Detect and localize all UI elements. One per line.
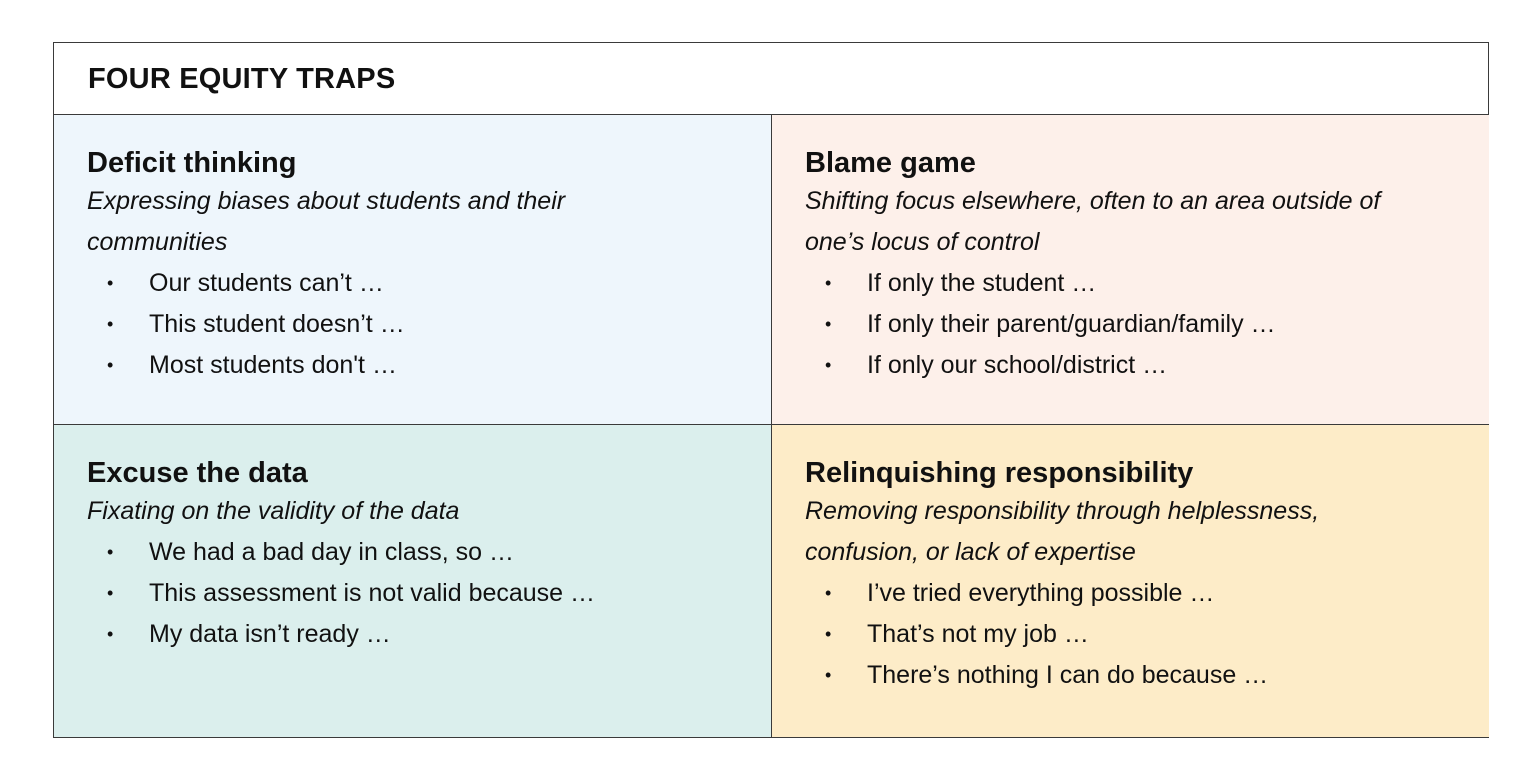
trap-description: Removing responsibility through helplessness, confusion, or lack of expertise: [805, 497, 1320, 566]
trap-examples: [87, 263, 751, 386]
example-item: • If only the student …: [805, 263, 1469, 304]
bullet-icon: •: [825, 355, 832, 375]
bullet-icon: •: [825, 583, 832, 603]
trap-title: Blame game: [805, 147, 976, 179]
bullet-icon: •: [825, 314, 832, 334]
trap-cell-excuse-the-data: [54, 425, 772, 737]
table-title: FOUR EQUITY TRAPS: [54, 43, 1489, 115]
bullet-icon: •: [825, 665, 832, 685]
example-item: • There’s nothing I can do because …: [805, 655, 1469, 696]
trap-cell-blame-game: [772, 115, 1489, 425]
bullet-icon: •: [107, 273, 114, 293]
trap-title: Relinquishing responsibility: [805, 457, 1194, 489]
example-item: • If only their parent/guardian/family …: [805, 304, 1469, 345]
example-item: • Most students don't …: [87, 345, 751, 386]
trap-title: Excuse the data: [87, 457, 308, 489]
example-item: • This student doesn’t …: [87, 304, 751, 345]
example-item: • We had a bad day in class, so …: [87, 532, 751, 573]
bullet-icon: •: [107, 314, 114, 334]
trap-examples: [805, 263, 1469, 386]
example-item: • I’ve tried everything possible …: [805, 573, 1469, 614]
trap-examples: [87, 532, 751, 655]
trap-description: Expressing biases about students and their communities: [87, 187, 566, 256]
example-item: • This assessment is not valid because …: [87, 573, 751, 614]
trap-title: Deficit thinking: [87, 147, 297, 179]
bullet-icon: •: [107, 583, 114, 603]
equity-traps-table: [53, 42, 1489, 738]
example-item: • If only our school/district …: [805, 345, 1469, 386]
bullet-icon: •: [107, 355, 114, 375]
example-item: • My data isn’t ready …: [87, 614, 751, 655]
example-item: • That’s not my job …: [805, 614, 1469, 655]
trap-examples: [805, 573, 1469, 696]
trap-description: Fixating on the validity of the data: [87, 497, 460, 525]
trap-cell-deficit-thinking: [54, 115, 772, 425]
bullet-icon: •: [107, 624, 114, 644]
trap-description: Shifting focus elsewhere, often to an area outside of one’s locus of control: [805, 187, 1381, 256]
bullet-icon: •: [825, 624, 832, 644]
bullet-icon: •: [107, 542, 114, 562]
trap-cell-relinquishing-responsibility: [772, 425, 1489, 737]
bullet-icon: •: [825, 273, 832, 293]
example-item: • Our students can’t …: [87, 263, 751, 304]
